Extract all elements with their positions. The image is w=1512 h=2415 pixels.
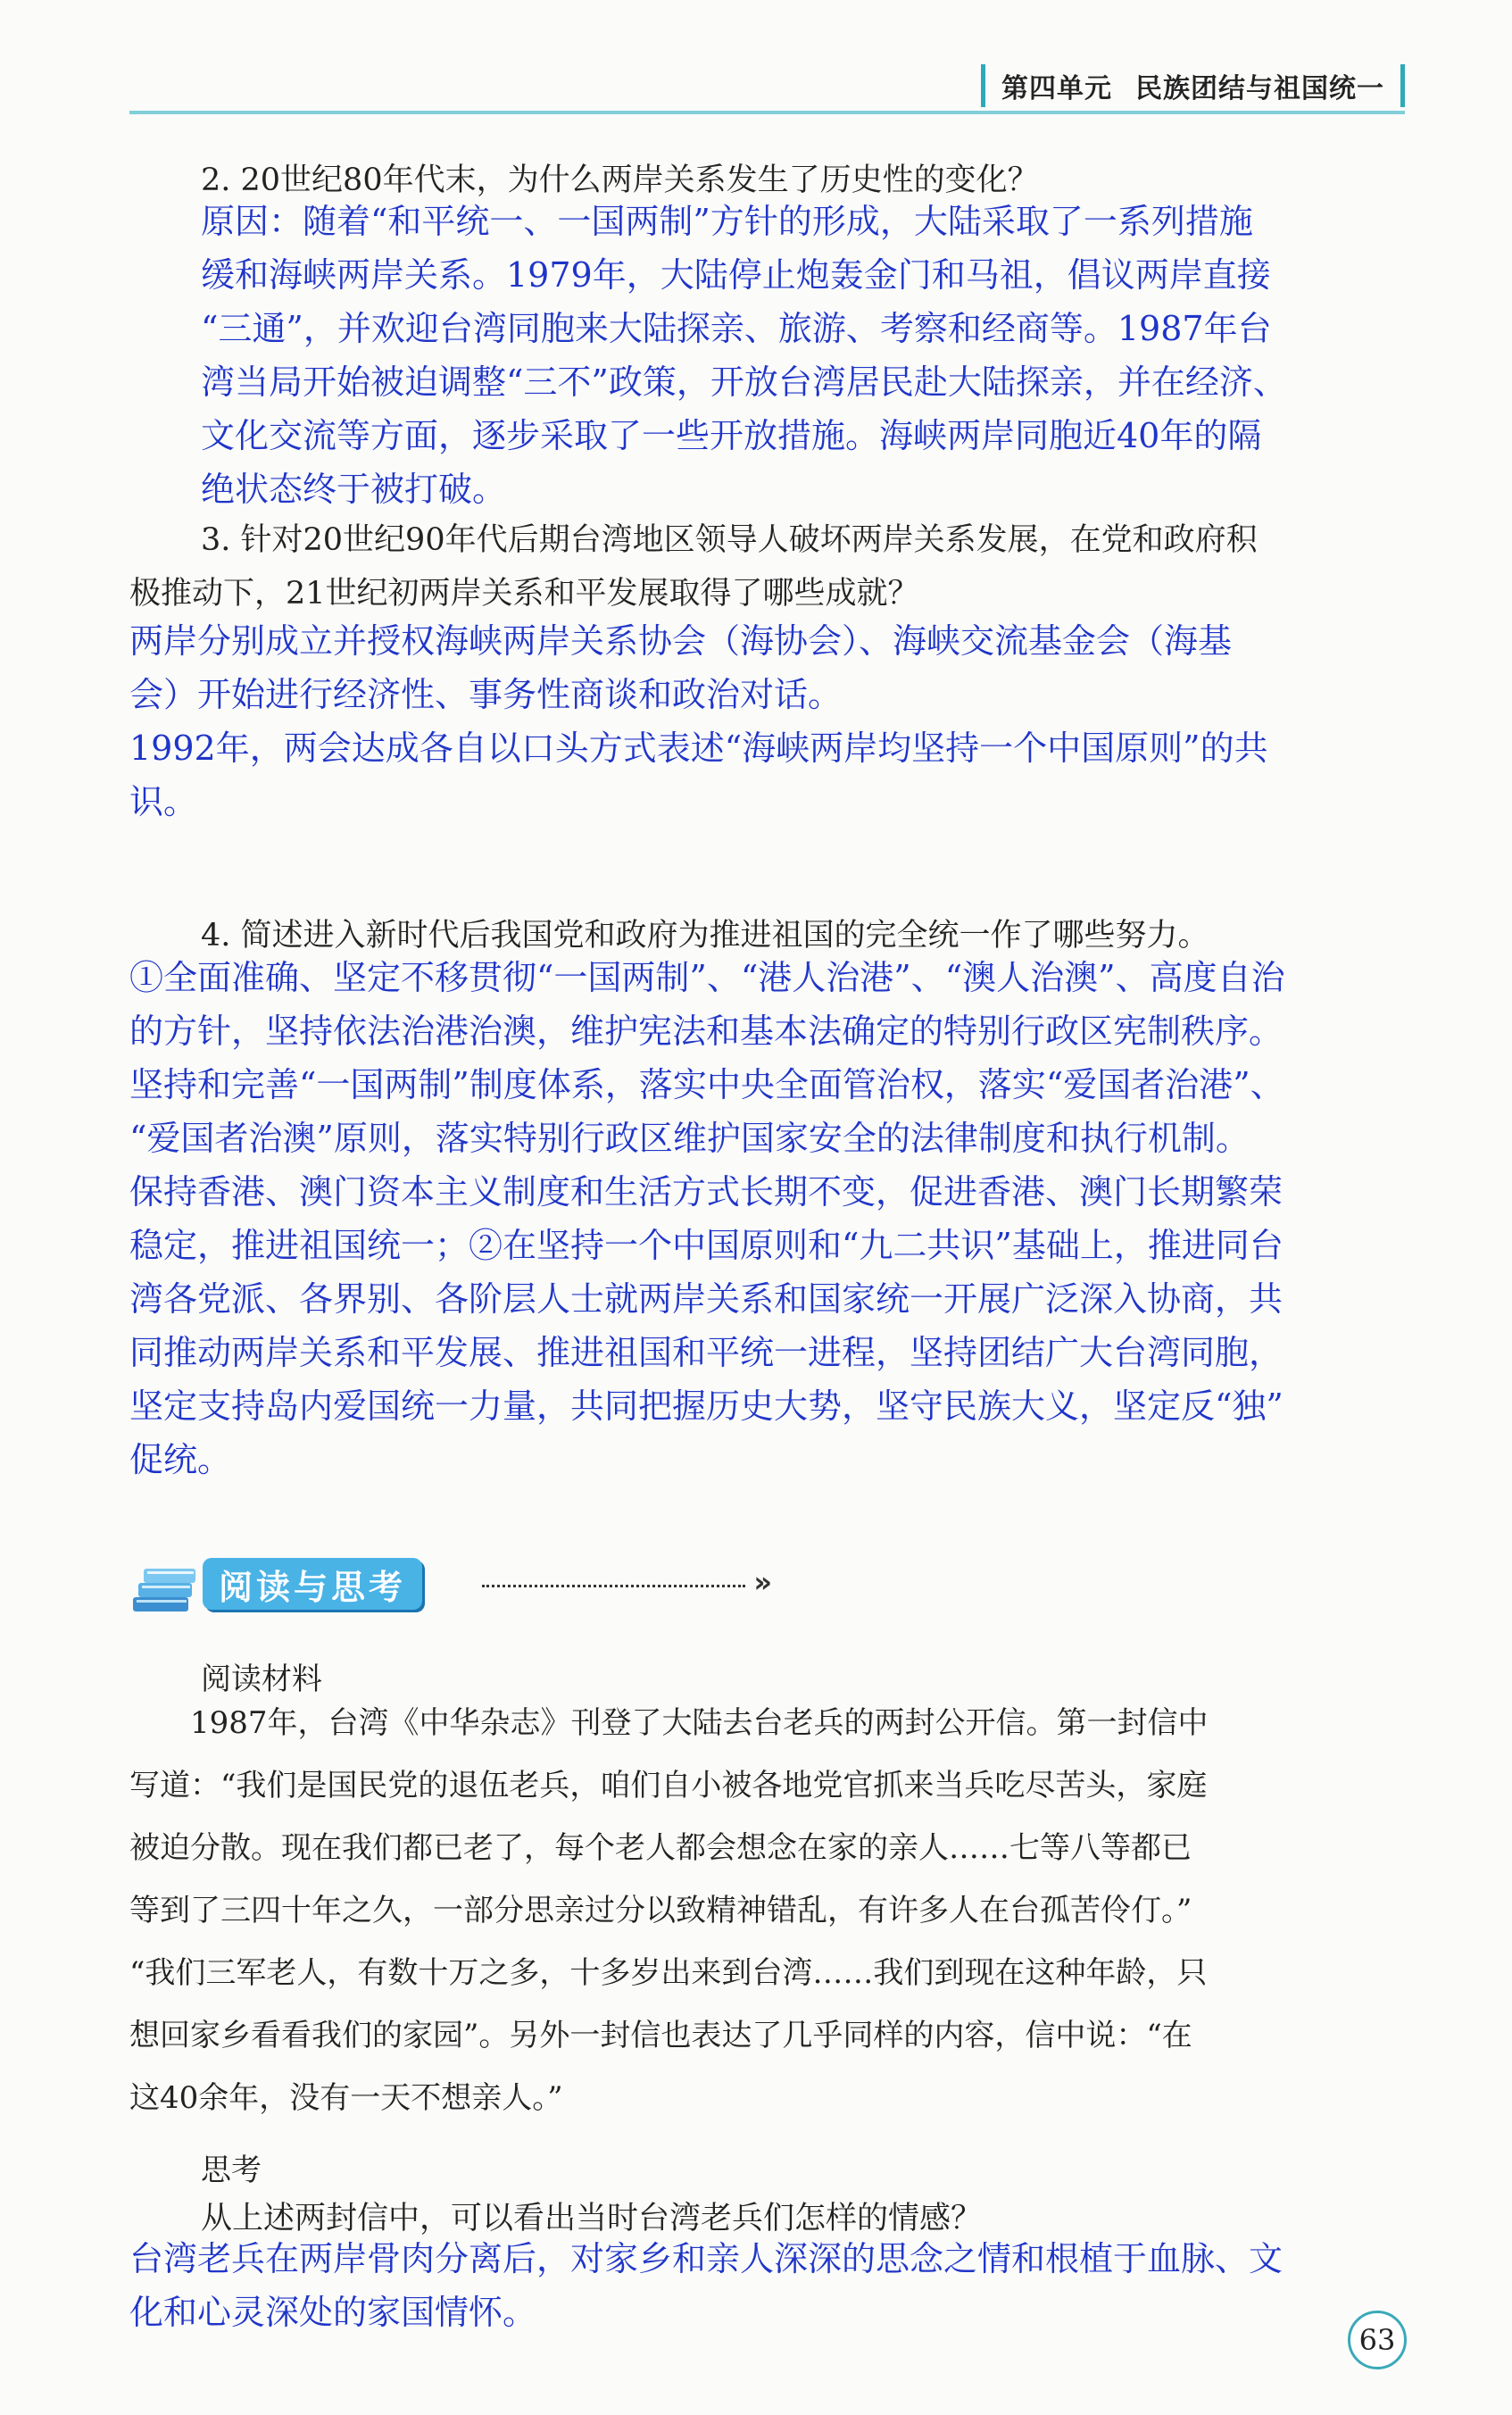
question-4: 4. 简述进入新时代后我国党和政府为推进祖国的完全统一作了哪些努力。 (201, 918, 1209, 954)
page-number: 63 (1348, 2311, 1407, 2369)
reading-heading: 阅读材料 (201, 1661, 322, 1697)
answer-line: “三通”，并欢迎台湾同胞来大陆探亲、旅游、考察和经商等。1987年台 (201, 309, 1272, 348)
question-2: 2. 20世纪80年代末，为什么两岸关系发生了历史性的变化？ (201, 162, 1039, 198)
section-title: 阅读与思考 (203, 1558, 422, 1610)
answer-line: 坚定支持岛内爱国统一力量，共同把握历史大势，坚守民族大义，坚定反“独” (129, 1387, 1284, 1426)
answer-line: 1992年，两会达成各自以口头方式表述“海峡两岸均坚持一个中国原则”的共 (129, 729, 1268, 768)
question-3 (129, 513, 1258, 620)
answer-line: 原因：随着“和平统一、一国两制”方针的形成，大陆采取了一系列措施 (201, 202, 1253, 241)
answer-line: 识。 (129, 782, 198, 821)
answer-line: 保持香港、澳门资本主义制度和生活方式长期不变，促进香港、澳门长期繁荣 (129, 1172, 1284, 1212)
reading-line: 写道：“我们是国民党的退伍老兵，咱们自小被各地党官抓来当兵吃尽苦头，家庭 (129, 1768, 1208, 1803)
books-icon (129, 1565, 201, 1615)
think-heading: 思考 (201, 2153, 262, 2188)
answer-2 (201, 195, 1287, 516)
answer-3 (129, 614, 1268, 829)
answer-line: 两岸分别成立并授权海峡两岸关系协会（海协会）、海峡交流基金会（海基 (129, 621, 1233, 661)
question-line: 极推动下，21世纪初两岸关系和平发展取得了哪些成就？ (129, 576, 919, 612)
answer-line: 绝状态终于被打破。 (201, 470, 507, 509)
reading-line: “我们三军老人，有数十万之多，十多岁出来到台湾……我们到现在这种年龄，只 (129, 1955, 1208, 1991)
answer-line: 台湾老兵在两岸骨肉分离后，对家乡和亲人深深的思念之情和根植于血脉、文 (129, 2239, 1284, 2278)
answer-line: 同推动两岸关系和平发展、推进祖国和平统一进程，坚持团结广大台湾同胞， (129, 1333, 1284, 1372)
reading-text (129, 1692, 1209, 2129)
think-answer (129, 2232, 1283, 2339)
double-chevron-icon: » (753, 1565, 772, 1599)
answer-line: 文化交流等方面，逐步采取了一些开放措施。海峡两岸同胞近40年的隔 (201, 416, 1262, 455)
answer-line: 稳定，推进祖国统一；②在坚持一个中国原则和“九二共识”基础上，推进同台 (129, 1226, 1284, 1265)
reading-line: 这40余年，没有一天不想亲人。” (129, 2080, 563, 2116)
header-title: 民族团结与祖国统一 (1135, 73, 1384, 104)
page-header (129, 64, 1405, 114)
header-rule (129, 111, 1405, 114)
answer-line: 的方针，坚持依法治港治澳，维护宪法和基本法确定的特别行政区宪制秩序。 (129, 1012, 1284, 1051)
answer-line: 湾当局开始被迫调整“三不”政策，开放台湾居民赴大陆探亲，并在经济、 (201, 362, 1287, 402)
answer-4 (129, 951, 1285, 1486)
reading-line: 等到了三四十年之久，一部分思亲过分以致精神错乱，有许多人在台孤苦伶仃。” (129, 1893, 1192, 1928)
banner-dotted-rule (482, 1585, 745, 1587)
section-banner (129, 1549, 772, 1620)
header-unit: 第四单元 (1001, 73, 1112, 104)
answer-line: 会）开始进行经济性、事务性商谈和政治对话。 (129, 675, 843, 714)
answer-line: 湾各党派、各界别、各阶层人士就两岸关系和国家统一开展广泛深入协商，共 (129, 1279, 1284, 1319)
answer-line: 化和心灵深处的家国情怀。 (129, 2293, 537, 2332)
reading-line: 被迫分散。现在我们都已老了，每个老人都会想念在家的亲人……七等八等都已 (129, 1830, 1192, 1866)
answer-line: ①全面准确、坚定不移贯彻“一国两制”、“港人治港”、“澳人治澳”、高度自治 (129, 958, 1285, 997)
answer-line: 坚持和完善“一国两制”制度体系，落实中央全面管治权，落实“爱国者治港”、 (129, 1065, 1284, 1104)
think-question: 从上述两封信中，可以看出当时台湾老兵们怎样的情感？ (201, 2201, 983, 2236)
header-unit-box (981, 64, 1405, 107)
answer-line: 缓和海峡两岸关系。1979年，大陆停止炮轰金门和马祖，倡议两岸直接 (201, 255, 1271, 295)
answer-line: 促统。 (129, 1440, 232, 1479)
question-line: 3. 针对20世纪90年代后期台湾地区领导人破坏两岸关系发展，在党和政府积 (201, 522, 1258, 558)
reading-line: 想回家乡看看我们的家园”。另外一封信也表达了几乎同样的内容，信中说：“在 (129, 2018, 1192, 2053)
answer-line: “爱国者治澳”原则，落实特别行政区维护国家安全的法律制度和执行机制。 (129, 1119, 1250, 1158)
reading-line: 1987年，台湾《中华杂志》刊登了大陆去台老兵的两封公开信。第一封信中 (129, 1705, 1209, 1741)
